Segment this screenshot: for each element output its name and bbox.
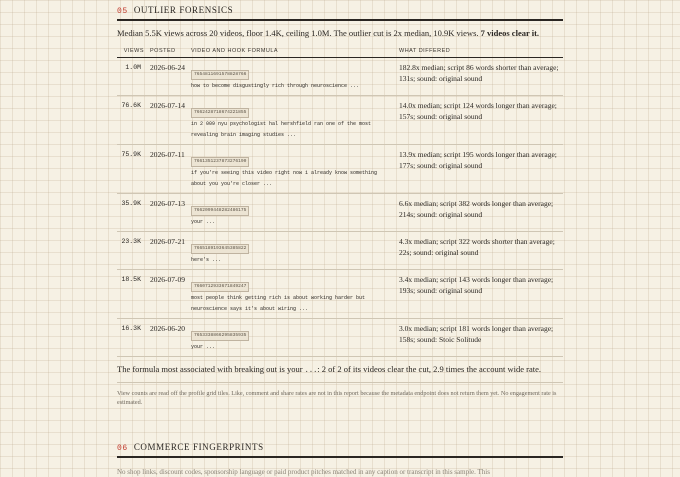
col-hook: VIDEO AND HOOK FORMULA — [188, 45, 396, 58]
row-video — [188, 96, 396, 145]
row-video — [188, 145, 396, 194]
row-views: 18.5K — [117, 270, 147, 319]
row-video — [188, 194, 396, 232]
table-body — [117, 58, 563, 357]
row-diff: 14.0x median; script 124 words longer than average; 157s; sound: original sound — [396, 96, 563, 145]
video-id-link[interactable]: 7653338866295835935 — [191, 331, 249, 341]
row-posted: 2026-06-20 — [147, 319, 188, 357]
row-posted: 2026-07-21 — [147, 232, 188, 270]
row-views: 76.6K — [117, 96, 147, 145]
hook-formula: most people think getting rich is about working harder but neuroscience says it's about wiring ... — [191, 295, 366, 312]
row-video — [188, 58, 396, 96]
row-posted: 2026-07-14 — [147, 96, 188, 145]
row-diff: 182.8x median; script 86 words shorter than average; 131s; sound: original sound — [396, 58, 563, 96]
table-row — [117, 194, 563, 232]
video-id-link[interactable]: 7662099448282486175 — [191, 206, 249, 216]
video-id-link[interactable]: 7654811691578828766 — [191, 70, 249, 80]
hook-formula: how to become disgustingly rich through neuroscience ... — [191, 83, 360, 89]
section-summary — [117, 28, 563, 39]
row-video — [188, 232, 396, 270]
section-title: OUTLIER FORENSICS — [133, 5, 234, 15]
row-diff: 4.3x median; script 322 words shorter than average; 22s; sound: original sound — [396, 232, 563, 270]
row-posted: 2026-07-11 — [147, 145, 188, 194]
section-header-2 — [117, 437, 563, 458]
table-row — [117, 58, 563, 96]
hook-formula: if you're seeing this video right now i already know something about you you're closer ... — [191, 170, 378, 187]
hook-formula: your ... — [191, 344, 216, 350]
table-row — [117, 145, 563, 194]
report-column — [117, 0, 563, 477]
formula-sentence — [117, 364, 563, 383]
row-video — [188, 319, 396, 357]
row-posted: 2026-07-13 — [147, 194, 188, 232]
row-views: 35.9K — [117, 194, 147, 232]
section-number-2: 06 — [117, 444, 128, 453]
row-diff: 13.9x median; script 195 words longer than average; 177s; sound: original sound — [396, 145, 563, 194]
hook-formula: in 2 009 nyu psychologist hal hershfield ran one of the most revealing brain imaging studies ... — [191, 121, 372, 138]
section-2-text: No shop links, discount codes, sponsorship language or paid product pitches matched in any caption or transcript in this sample. This — [117, 468, 490, 476]
row-video — [188, 270, 396, 319]
outlier-table — [117, 45, 563, 357]
row-views: 16.3K — [117, 319, 147, 357]
col-views: VIEWS — [117, 45, 147, 58]
formula-prefix: The formula most associated with breaking out is your — [117, 364, 305, 374]
col-diff: WHAT DIFFERED — [396, 45, 563, 58]
section-title-2: COMMERCE FINGERPRINTS — [133, 442, 264, 452]
summary-highlight: 7 videos clear it. — [480, 28, 540, 38]
summary-text: Median 5.5K views across 20 videos, floor 1.4K, ceiling 1.0M. The outlier cut is 2x median, 10.9K views. — [117, 28, 481, 38]
row-posted: 2026-07-09 — [147, 270, 188, 319]
table-row — [117, 96, 563, 145]
table-row — [117, 270, 563, 319]
col-posted: POSTED — [147, 45, 188, 58]
row-views: 75.9K — [117, 145, 147, 194]
video-id-link[interactable]: 7661351237873276190 — [191, 157, 249, 167]
row-diff: 3.4x median; script 143 words longer than average; 193s; sound: original sound — [396, 270, 563, 319]
formula-pattern: ... — [304, 367, 318, 375]
methodology-note: View counts are read off the profile grid tiles. Like, comment and share rates are not in this report because the metadata endpoint does not return them yet. No engagement rate is estimated. — [117, 390, 557, 406]
row-diff: 3.0x median; script 181 words longer than average; 158s; sound: Stoic Solitude — [396, 319, 563, 357]
table-row — [117, 319, 563, 357]
row-views: 23.3K — [117, 232, 147, 270]
hook-formula: here's ... — [191, 257, 222, 263]
row-posted: 2026-06-24 — [147, 58, 188, 96]
table-row — [117, 232, 563, 270]
section-header — [117, 0, 563, 21]
row-views: 1.0M — [117, 58, 147, 96]
hook-formula: your ... — [191, 219, 216, 225]
formula-suffix: : 2 of 2 of its videos clear the cut, 2.9 times the account wide rate. — [317, 364, 542, 374]
section-number: 05 — [117, 7, 128, 16]
video-id-link[interactable]: 7665189193645385822 — [191, 244, 249, 254]
table-header-row — [117, 45, 563, 58]
row-diff: 6.6x median; script 382 words longer than average; 214s; sound: original sound — [396, 194, 563, 232]
video-id-link[interactable]: 7660712933671849247 — [191, 282, 249, 292]
video-id-link[interactable]: 7662428718674221855 — [191, 108, 249, 118]
